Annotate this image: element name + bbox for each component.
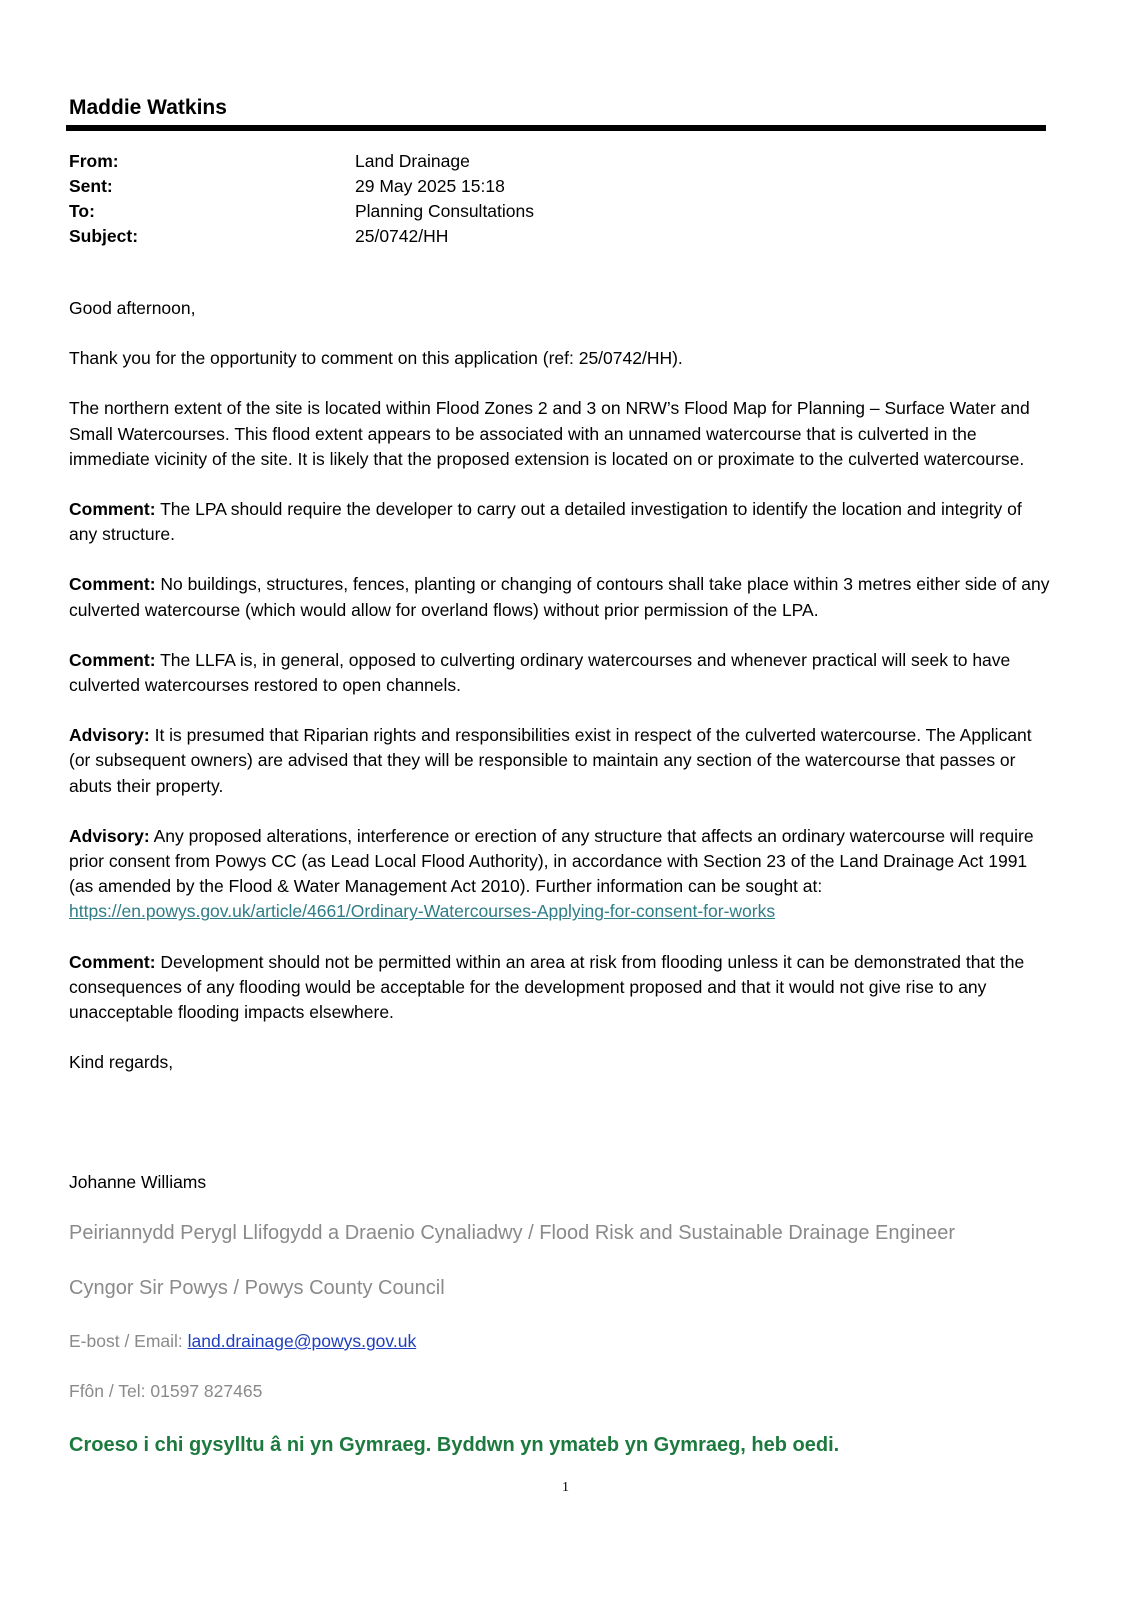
comment-investigation (69, 497, 1054, 547)
welsh-language-note: Croeso i chi gysylltu â ni yn Gymraeg. Byddwn yn ymateb yn Gymraeg, heb oedi. (69, 1434, 840, 1456)
page-number: 1 (562, 1480, 569, 1495)
comment-text: No buildings, structures, fences, planting or changing of contours shall take place within 3 metres either side of any culverted watercourse (which would allow for overland flows) without prior permission of the LPA. (69, 574, 1050, 620)
from-value: Land Drainage (355, 151, 470, 171)
comment-label: Comment: (69, 574, 156, 595)
comment-development-risk (69, 950, 1054, 1026)
consent-info-link[interactable]: https://en.powys.gov.uk/article/4661/Ordinary-Watercourses-Applying-for-consent-for-works (69, 901, 776, 922)
email-label: E-bost / Email: (69, 1331, 188, 1351)
mailbox-owner-name: Maddie Watkins (69, 96, 227, 119)
comment-text: Development should not be permitted within an area at risk from flooding unless it can be demonstrated that the consequences of any flooding would be acceptable for the development proposed and that it would not give rise to any unacceptable flooding impacts elsewhere. (69, 951, 1025, 1023)
flood-zone-paragraph: The northern extent of the site is located within Flood Zones 2 and 3 on NRW’s Flood Map for Planning – Surface Water and Small Watercourses. This flood extent appears to be associated with an unnamed watercourse that is culverted in the immediate vicinity of the site. It is likely that the proposed extension is located on or proximate to the culverted watercourse. (69, 398, 1030, 469)
comment-no-buildings (69, 572, 1054, 622)
advisory-label: Advisory: (69, 825, 150, 846)
signature-title: Peiriannydd Perygl Llifogydd a Draenio Cynaliadwy / Flood Risk and Sustainable Drainage Engineer (69, 1222, 956, 1244)
email-body (69, 296, 1054, 1100)
comment-label: Comment: (69, 951, 156, 972)
comment-culverting (69, 648, 1054, 698)
greeting: Good afternoon, (69, 298, 196, 318)
to-label: To: (69, 201, 95, 221)
advisory-text: It is presumed that Riparian rights and responsibilities exist in respect of the culverted watercourse. The Applicant (or subsequent owners) are advised that they will be responsible to maintain any section of the watercourse that passes or abuts their property. (69, 725, 1032, 796)
closing: Kind regards, (69, 1052, 174, 1073)
from-label: From: (69, 151, 119, 171)
subject-label: Subject: (69, 226, 139, 246)
header-divider (66, 125, 1046, 131)
subject-value: 25/0742/HH (355, 226, 449, 246)
intro-paragraph: Thank you for the opportunity to comment on this application (ref: 25/0742/HH). (69, 348, 683, 369)
signature-telephone: Ffôn / Tel: 01597 827465 (69, 1381, 263, 1401)
signature-name: Johanne Williams (69, 1172, 207, 1192)
to-value: Planning Consultations (355, 201, 535, 221)
comment-label: Comment: (69, 499, 156, 520)
sent-label: Sent: (69, 176, 113, 196)
advisory-label: Advisory: (69, 725, 150, 746)
signature-email-line (69, 1331, 416, 1352)
comment-text: The LLFA is, in general, opposed to culverting ordinary watercourses and whenever practical will seek to have culverted watercourses restored to open channels. (69, 649, 1011, 696)
comment-label: Comment: (69, 649, 156, 670)
comment-text: The LPA should require the developer to carry out a detailed investigation to identify the location and integrity of any structure. (69, 499, 1022, 545)
advisory-consent (69, 824, 1054, 925)
signature-organisation: Cyngor Sir Powys / Powys County Council (69, 1277, 445, 1299)
advisory-riparian (69, 723, 1054, 799)
advisory-text: Any proposed alterations, interference or erection of any structure that affects an ordinary watercourse will require prior consent from Powys CC (as Lead Local Flood Authority), in accordance with Section 23 of the Land Drainage Act 1991 (as amended by the Flood & Water Management Act 2010). Further information can be sought at: (69, 825, 1034, 897)
sent-value: 29 May 2025 15:18 (355, 176, 505, 196)
email-link[interactable]: land.drainage@powys.gov.uk (187, 1331, 417, 1351)
